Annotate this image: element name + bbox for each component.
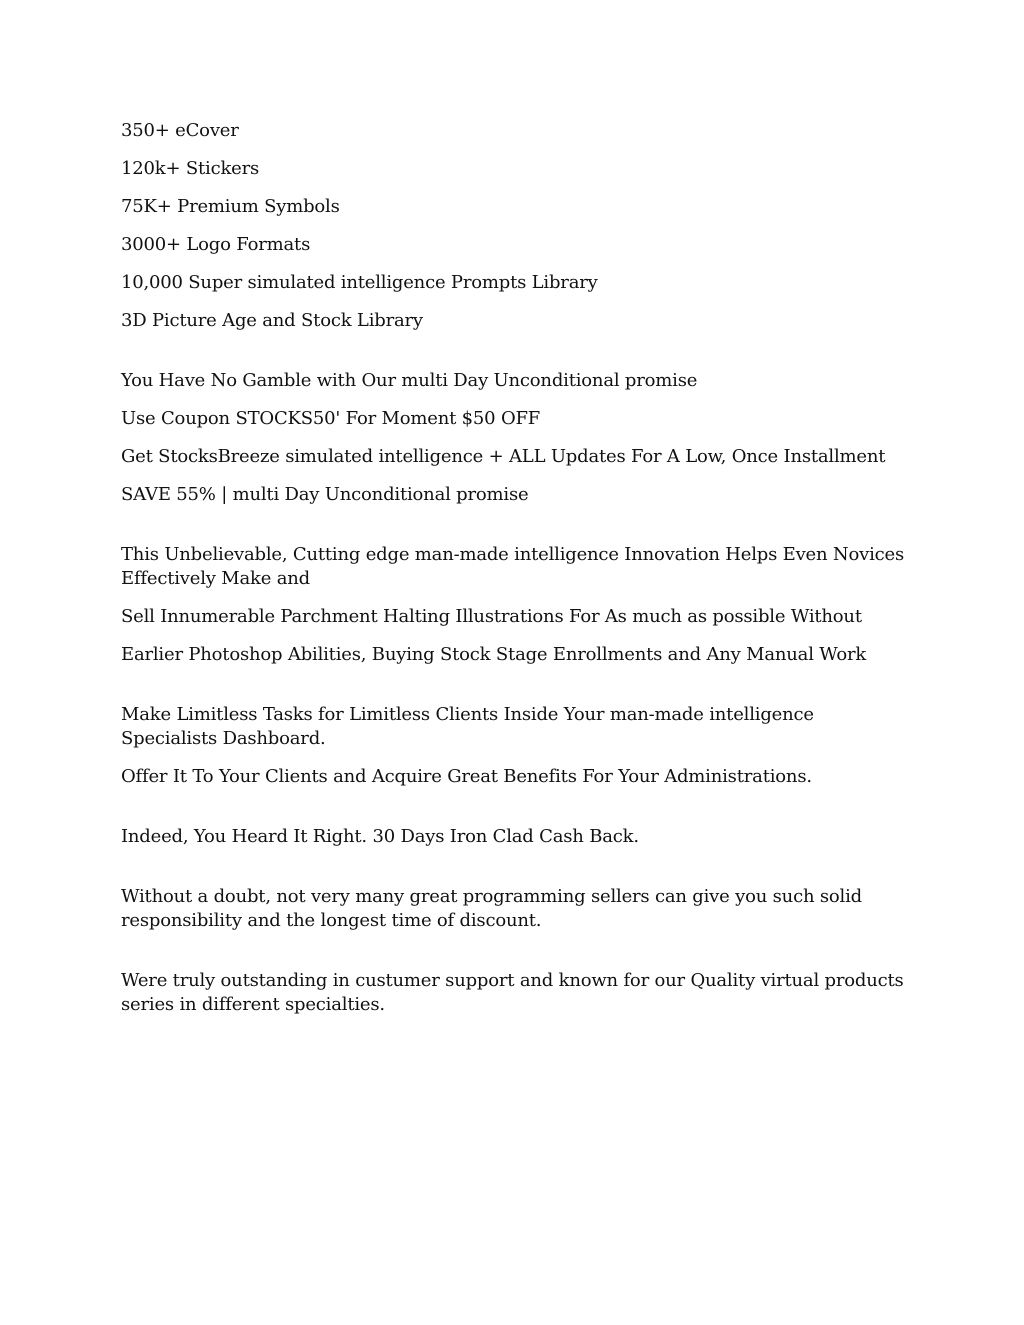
commitment-section (121, 885, 911, 933)
feature-line: 3D Picture Age and Stock Library (121, 310, 423, 331)
dashboard-section (121, 703, 911, 789)
paragraph: Earlier Photoshop Abilities, Buying Stock Stage Enrollments and Any Manual Work (121, 644, 867, 665)
feature-line: 75K+ Premium Symbols (121, 196, 340, 217)
offer-line: You Have No Gamble with Our multi Day Unconditional promise (121, 370, 698, 391)
paragraph: Indeed, You Heard It Right. 30 Days Iron Clad Cash Back. (121, 826, 639, 847)
support-section (121, 969, 911, 1017)
offer-line: Get StocksBreeze simulated intelligence + ALL Updates For A Low, Once Installment (121, 446, 886, 467)
feature-line: 3000+ Logo Formats (121, 234, 311, 255)
paragraph: Make Limitless Tasks for Limitless Clients Inside Your man-made intelligence Specialists Dashboard. (121, 704, 814, 749)
offer-line: SAVE 55% | multi Day Unconditional promise (121, 484, 529, 505)
guarantee-section (121, 825, 911, 849)
paragraph: Were truly outstanding in custumer support and known for our Quality virtual products series in different specialties. (121, 970, 904, 1015)
feature-line: 350+ eCover (121, 120, 239, 141)
offer-line: Use Coupon STOCKS50' For Moment $50 OFF (121, 408, 541, 429)
paragraph: Sell Innumerable Parchment Halting Illustrations For As much as possible Without (121, 606, 862, 627)
paragraph: Without a doubt, not very many great programming sellers can give you such solid responsibility and the longest time of discount. (121, 886, 862, 931)
paragraph: Offer It To Your Clients and Acquire Great Benefits For Your Administrations. (121, 766, 812, 787)
paragraph: This Unbelievable, Cutting edge man-made intelligence Innovation Helps Even Novices Effectively Make and (121, 544, 905, 589)
feature-list-section (121, 119, 911, 333)
feature-line: 10,000 Super simulated intelligence Prompts Library (121, 272, 598, 293)
offer-section (121, 369, 911, 507)
innovation-section (121, 543, 911, 667)
document-body (121, 119, 911, 1017)
feature-line: 120k+ Stickers (121, 158, 260, 179)
